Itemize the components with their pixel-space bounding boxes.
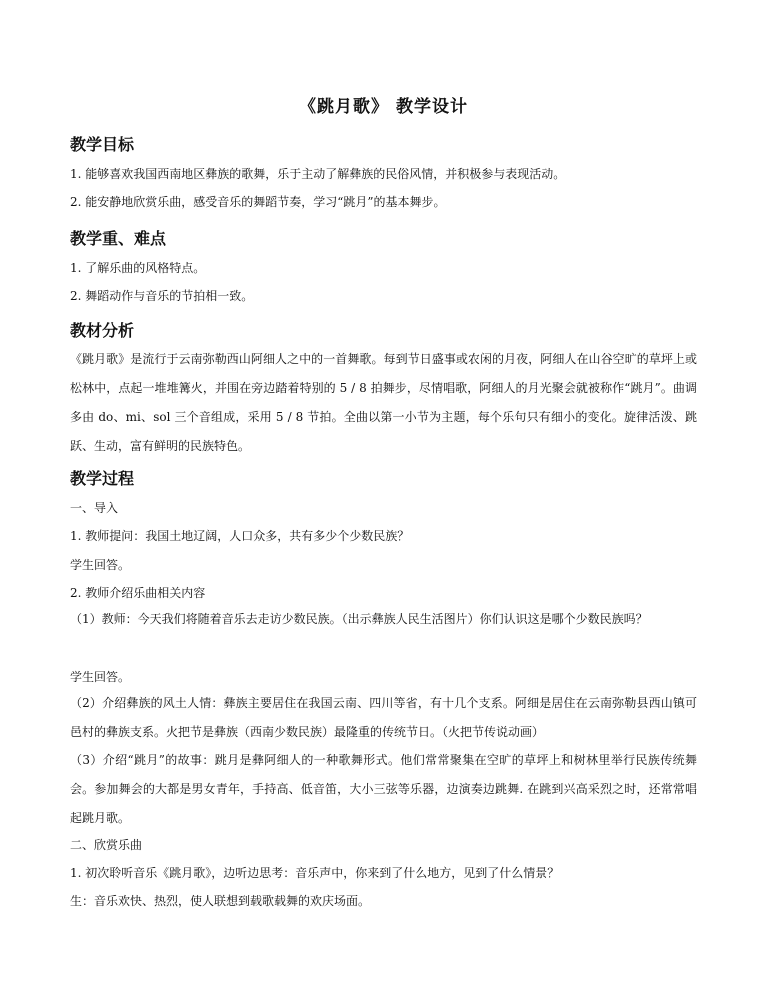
process-question-2-1: （1）教师：今天我们将随着音乐去走访少数民族。（出示彝族人民生活图片）你们认识这是哪个少数民族吗？ <box>70 612 648 626</box>
process-answer-3: 生：音乐欢快、热烈，使人联想到载歌载舞的欢庆场面。 <box>70 894 371 908</box>
process-part-intro: 一、导入 <box>70 501 119 515</box>
process-question-2-3: （3）介绍“跳月”的故事：跳月是彝阿细人的一种歌舞形式。他们常常聚集在空旷的草坪上和树林里举行民族传统舞会。参加舞会的大都是男女青年，手持高、低音笛，大小三弦等乐器，边演奏边跳舞. 在跳到兴高采烈之时，还常常唱起跳月歌。 <box>70 753 697 825</box>
process-question-2-2: （2）介绍彝族的风土人情：彝族主要居住在我国云南、四川等省，有十几个支系。阿细是居住在云南弥勒县西山镇可邑村的彝族支系。火把节是彝族（西南少数民族）最隆重的传统节日。（火把节传说动画） <box>70 696 697 739</box>
analysis-paragraph: 《跳月歌》是流行于云南弥勒西山阿细人之中的一首舞歌。每到节日盛事或农闲的月夜，阿细人在山谷空旷的草坪上或松林中，点起一堆堆篝火，并围在旁边踏着特别的 5 / 8 拍舞步，尽情唱歌，阿细人的月光聚会就被称作“跳月”。曲调多由 do、mi、sol 三个音组成，采用 5 / 8 节拍。全曲以第一小节为主题，每个乐句只有细小的变化。旋律活泼、跳跃、生动，富有鲜明的民族特色。 <box>70 352 697 453</box>
process-question-1: 1. 教师提问：我国土地辽阔，人口众多，共有多少个少数民族？ <box>70 529 410 543</box>
process-answer-1: 学生回答。 <box>70 558 131 572</box>
heading-keypoints: 教学重、难点 <box>70 229 167 248</box>
goal-item-1: 1. 能够喜欢我国西南地区彝族的歌舞，乐于主动了解彝族的民俗风情，并积极参与表现活动。 <box>70 167 566 181</box>
process-answer-2-1: 学生回答。 <box>70 670 131 684</box>
goal-item-2: 2. 能安静地欣赏乐曲，感受音乐的舞蹈节奏，学习“跳月”的基本舞步。 <box>70 195 446 209</box>
heading-analysis: 教材分析 <box>70 321 135 340</box>
keypoint-item-2: 2. 舞蹈动作与音乐的节拍相一致。 <box>70 289 254 303</box>
process-question-2: 2. 教师介绍乐曲相关内容 <box>70 586 206 600</box>
process-part-listen: 二、欣赏乐曲 <box>70 838 143 852</box>
keypoint-item-1: 1. 了解乐曲的风格特点。 <box>70 261 206 275</box>
document-title: 《跳月歌》 教学设计 <box>299 97 468 117</box>
heading-goals: 教学目标 <box>70 135 135 154</box>
process-question-3: 1. 初次聆听音乐《跳月歌》，边听边思考：音乐声中，你来到了什么地方，见到了什么情景？ <box>70 866 560 880</box>
heading-process: 教学过程 <box>70 469 135 488</box>
